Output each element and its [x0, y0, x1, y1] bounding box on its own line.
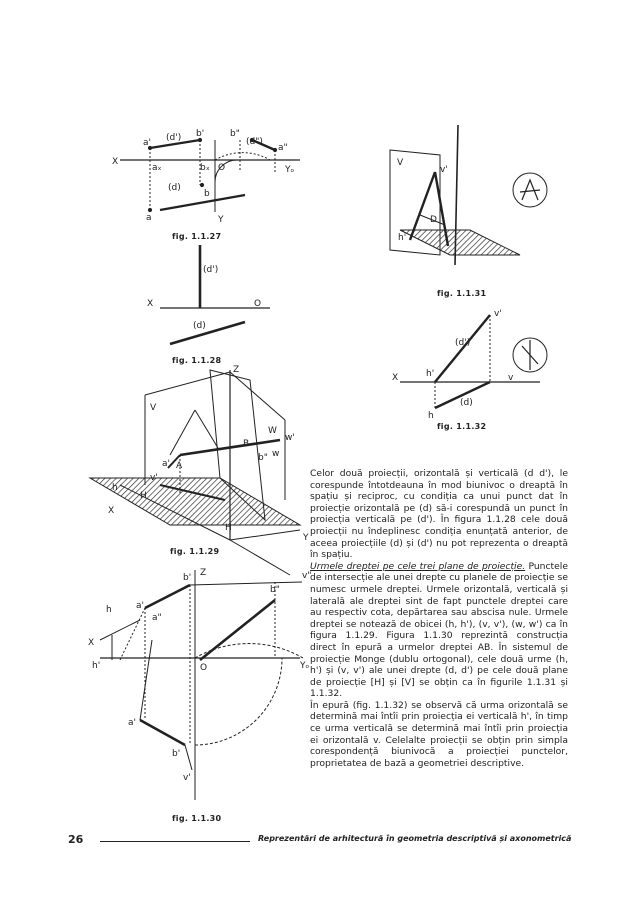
- page-number: 26: [68, 833, 84, 846]
- label-bx: bₓ: [200, 163, 210, 173]
- label-v1e: v': [440, 165, 448, 175]
- label-d2: (d"): [246, 137, 263, 147]
- label-a1d: a': [136, 601, 144, 611]
- label-h: h: [112, 483, 118, 493]
- figure-1-1-27-labels: [112, 129, 294, 225]
- label-b2: b": [230, 129, 240, 139]
- label-a-big: A: [176, 461, 183, 471]
- label-w-small: w: [272, 449, 280, 459]
- label-b3: b': [172, 749, 181, 759]
- label-w: W: [268, 426, 277, 436]
- label-y: Y: [218, 215, 224, 225]
- label-v: V: [150, 403, 157, 413]
- figure-1-1-29: [90, 370, 300, 575]
- label-ve: V: [397, 158, 404, 168]
- label-df: (d): [460, 398, 473, 408]
- caption-fig-1-1-32: fig. 1.1.32: [437, 422, 487, 431]
- label-d: (d): [168, 183, 181, 193]
- label-v3: v': [183, 773, 191, 783]
- label-a1c: a': [162, 459, 170, 469]
- caption-fig-1-1-31: fig. 1.1.31: [437, 289, 487, 298]
- caption-fig-1-1-29: fig. 1.1.29: [170, 547, 220, 556]
- paragraph-projections: Celor două proiecții, orizontală și verticală (d d'), le corespunde întotdeauna în mod biunivoc o dreaptă în spațiu și reciproc, cu condiția ca unui punct dat în proiecție orizontală pe (d) să-i corespundă un punct în proiecția verticală pe (d'). În figura 1.1.28 cele două proiecții nu îndeplinesc condiția enunțată anterior, de aceea proiecțiile (d) și (d') nu pot reprezenta o dreaptă în spațiu.: [310, 468, 568, 561]
- label-xc: X: [108, 506, 115, 516]
- label-yo: Yₒ: [285, 165, 295, 175]
- label-o2: O: [254, 299, 262, 309]
- label-a3: a': [128, 718, 136, 728]
- label-w1: w': [285, 433, 295, 443]
- label-yod: Yₒ: [300, 661, 310, 671]
- running-title: Reprezentări de arhitectură în geometria descriptivă și axonometrică: [258, 834, 572, 843]
- label-h1f: h': [426, 369, 435, 379]
- label-xf: X: [392, 373, 399, 383]
- label-b2c: b": [258, 453, 268, 463]
- label-od: O: [200, 663, 208, 673]
- paragraph-urme: [310, 561, 568, 700]
- label-a1: a': [143, 138, 151, 148]
- figure-1-1-31: [390, 125, 547, 265]
- label-ax: aₓ: [152, 163, 162, 173]
- label-de: D: [430, 215, 437, 225]
- label-h2d: h': [92, 661, 101, 671]
- figure-1-1-28: [160, 245, 270, 344]
- figure-1-1-30: [100, 570, 303, 800]
- label-z: Z: [233, 365, 240, 375]
- paragraph-epura: În epură (fig. 1.1.32) se observă că urma orizontală se determină mai întîi prin proiecția ei verticală h', în timp ce urma verticală se determină mai întîi prin proiecția ei orizontală v. Celelalte proiecții se obțin prin simpla corespondență biunivocă a proiecției punctelor, proprietatea de bază a geometriei descriptive.: [310, 699, 568, 769]
- caption-fig-1-1-30: fig. 1.1.30: [172, 814, 222, 823]
- label-v1: v': [150, 473, 158, 483]
- caption-fig-1-1-28: fig. 1.1.28: [172, 356, 222, 365]
- label-b2d: b": [270, 585, 280, 595]
- label-v2: v": [302, 571, 312, 581]
- label-b: b: [204, 189, 210, 199]
- label-a2d: a": [152, 613, 162, 623]
- label-vf: v: [508, 373, 514, 383]
- urme-heading: Urmele dreptei pe cele trei plane de proiecție.: [310, 560, 526, 572]
- caption-fig-1-1-27: fig. 1.1.27: [172, 232, 222, 241]
- urme-text: Punctele de intersecție ale unei drepte cu planele de proiecție se numesc urmele dreptei. Urmele orizontală, verticală și laterală ale dreptei sint de fapt punctele dreptei care au respectiv cota, depărtarea sau abscisa nule. Urmele dreptei se notează de obicei (h, h'), (v, v'), (w, w') ca în figura 1.1.29. Figura 1.1.30 reprezintă construcția direct în epură a urmelor dreptei AB. În sistemul de proiecție Monge (dublu ortogonal), cele două urme (h, h') și (v, v') ale unei drepte (d, d') pe cele două plane de proiecție [H] și [V] se obțin ca în figurile 1.1.31 și 1.1.32.: [310, 560, 568, 700]
- label-d1b: (d'): [203, 265, 219, 275]
- figure-1-1-32: [400, 315, 547, 408]
- label-a: a: [146, 213, 152, 223]
- label-b-big: B: [243, 439, 250, 449]
- label-xd: X: [88, 638, 95, 648]
- label-yc: Y: [303, 533, 309, 543]
- label-h-plane: H: [140, 491, 147, 501]
- figure-1-1-30-labels: [88, 568, 311, 783]
- label-d1f: (d'): [455, 338, 471, 348]
- label-b1d: b': [183, 573, 192, 583]
- label-h2: H: [225, 523, 232, 533]
- figure-1-1-32-labels: [392, 309, 514, 421]
- body-text: [310, 468, 568, 769]
- label-d2b: (d): [193, 321, 206, 331]
- label-a2: a": [278, 143, 288, 153]
- footer-rule: [100, 841, 250, 842]
- label-zd: Z: [200, 568, 207, 578]
- label-hf: h: [428, 411, 434, 421]
- label-v1f: v': [494, 309, 502, 319]
- label-d1: (d'): [166, 133, 182, 143]
- label-o: O: [218, 163, 226, 173]
- label-x: X: [112, 157, 119, 167]
- label-ne: h': [398, 233, 407, 243]
- figure-1-1-27: [120, 138, 300, 212]
- label-x2: X: [147, 299, 154, 309]
- label-b1: b': [196, 129, 205, 139]
- label-h1: h: [106, 605, 112, 615]
